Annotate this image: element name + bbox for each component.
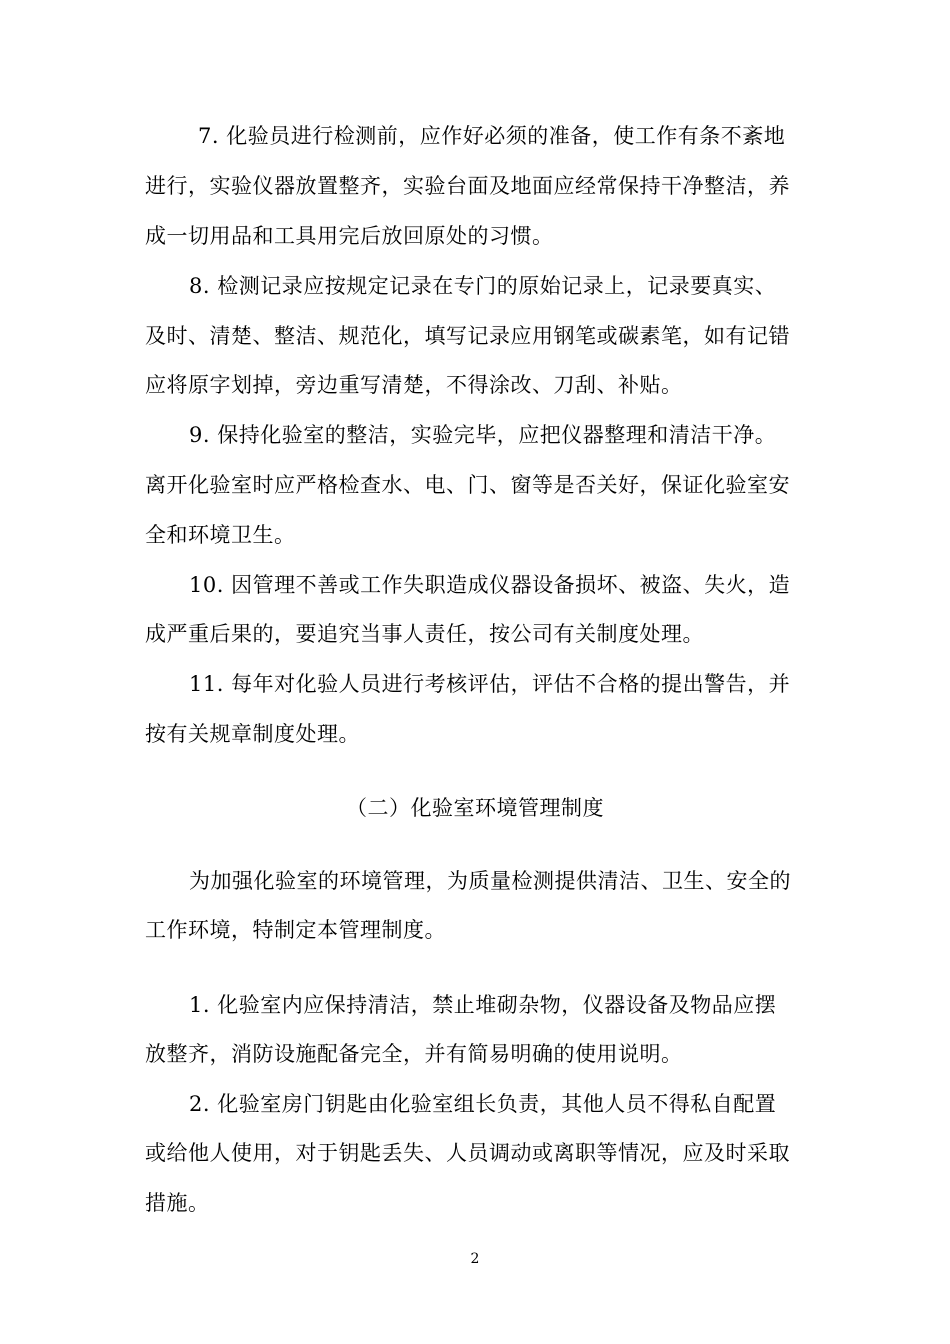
item-10-line-1: 10. 因管理不善或工作失职造成仪器设备损坏、被盗、失火，造 (189, 573, 791, 597)
item-11-line-2: 按有关规章制度处理。 (145, 722, 360, 746)
section-heading: （二）化验室环境管理制度 (346, 796, 604, 820)
item-8-line-1: 8. 检测记录应按规定记录在专门的原始记录上，记录要真实、 (189, 274, 777, 298)
item-7-line-1: 7. 化验员进行检测前，应作好必须的准备，使工作有条不紊地 (198, 124, 786, 148)
item-9-line-2: 离开化验室时应严格检查水、电、门、窗等是否关好，保证化验室安 (145, 473, 790, 497)
item-8-line-3: 应将原字划掉，旁边重写清楚，不得涂改、刀刮、补贴。 (145, 373, 683, 397)
item-10-line-2: 成严重后果的，要追究当事人责任，按公司有关制度处理。 (145, 622, 704, 646)
item-7-line-2: 进行，实验仪器放置整齐，实验台面及地面应经常保持干净整洁，养 (145, 174, 790, 198)
item-9-line-1: 9. 保持化验室的整洁，实验完毕，应把仪器整理和清洁干净。 (189, 423, 777, 447)
item-8-line-2: 及时、清楚、整洁、规范化，填写记录应用钢笔或碳素笔，如有记错 (145, 324, 790, 348)
item-9-line-3: 全和环境卫生。 (145, 523, 296, 547)
env-item-1-line-1: 1. 化验室内应保持清洁，禁止堆砌杂物，仪器设备及物品应摆 (189, 993, 777, 1017)
intro-line-1: 为加强化验室的环境管理，为质量检测提供清洁、卫生、安全的 (189, 869, 791, 893)
page-number: 2 (470, 1251, 480, 1267)
env-item-2-line-1: 2. 化验室房门钥匙由化验室组长负责，其他人员不得私自配置 (189, 1092, 777, 1116)
env-item-2-line-2: 或给他人使用，对于钥匙丢失、人员调动或离职等情况，应及时采取 (145, 1141, 790, 1165)
env-item-1-line-2: 放整齐，消防设施配备完全，并有简易明确的使用说明。 (145, 1042, 683, 1066)
intro-line-2: 工作环境，特制定本管理制度。 (145, 918, 446, 942)
item-7-line-3: 成一切用品和工具用完后放回原处的习惯。 (145, 224, 554, 248)
env-item-2-line-3: 措施。 (145, 1191, 210, 1215)
item-11-line-1: 11. 每年对化验人员进行考核评估，评估不合格的提出警告，并 (189, 672, 791, 696)
